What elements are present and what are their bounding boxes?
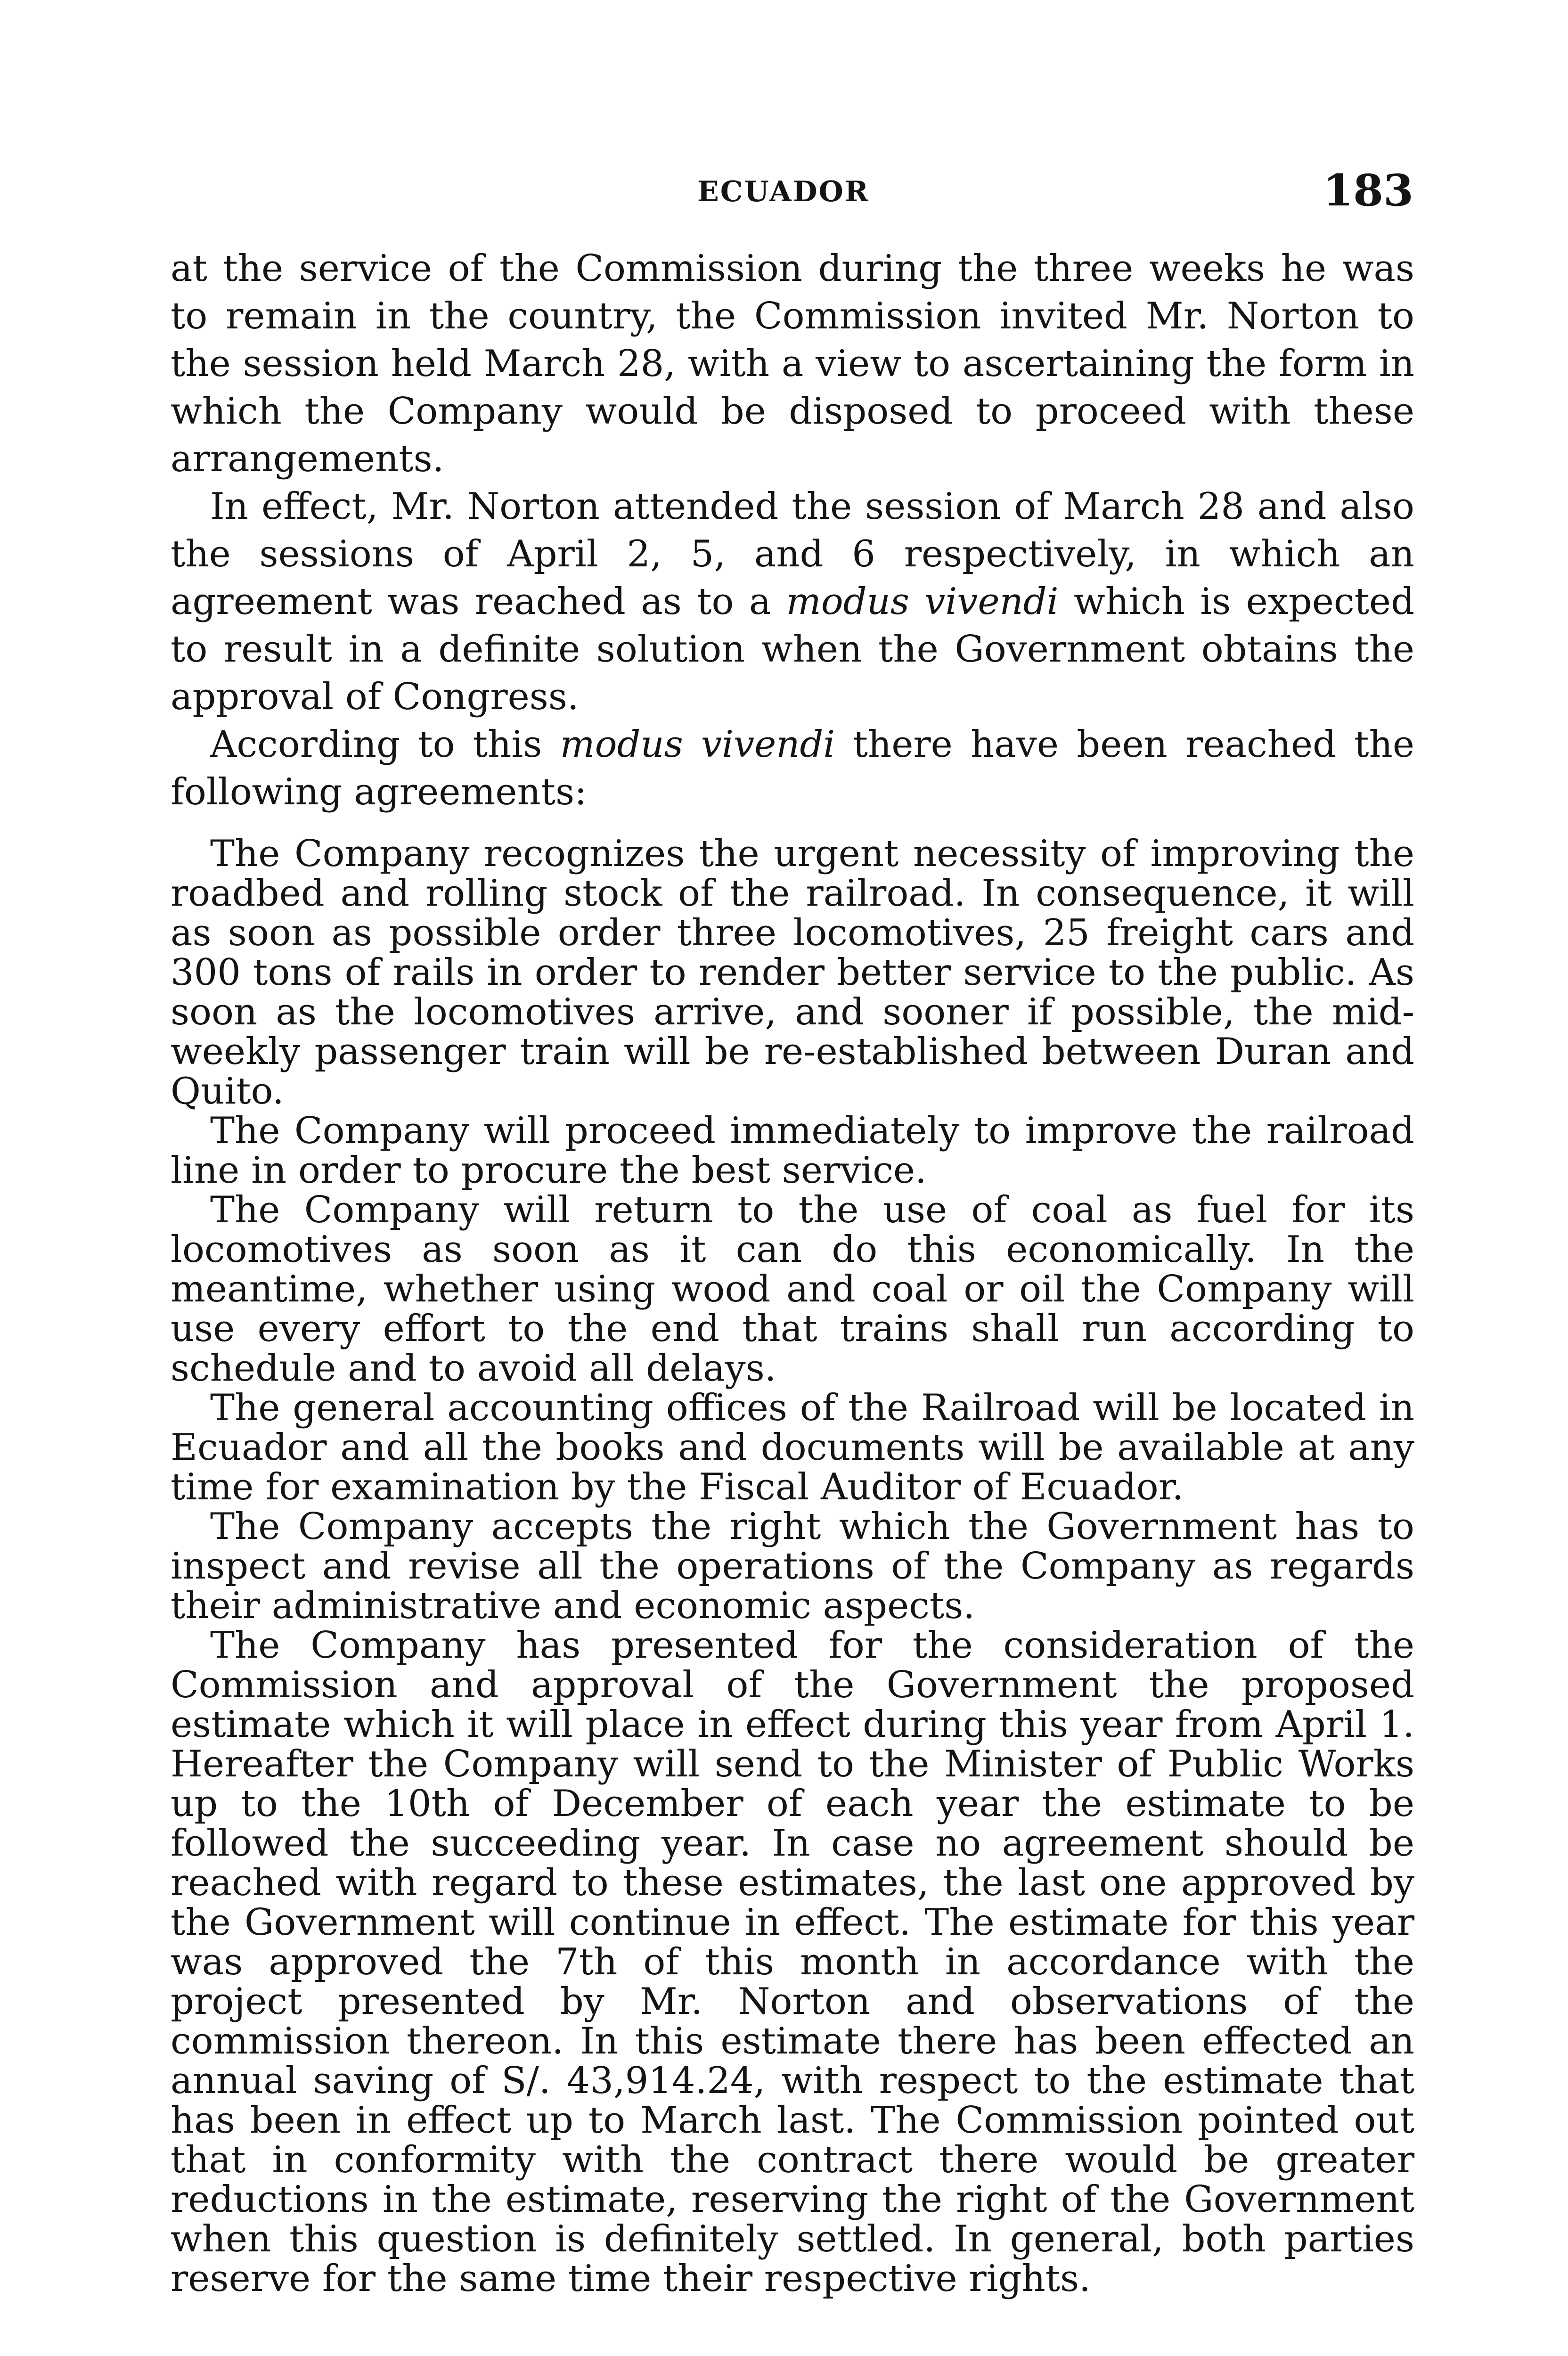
paragraph-2 [171, 483, 1414, 721]
paragraph-3-text-a: According to this [210, 723, 560, 766]
quoted-agreements [171, 834, 1414, 2299]
body-text [171, 245, 1414, 816]
paragraph-3-text-b: there have been reached the following agreements: [171, 723, 1414, 813]
agreement-5: The Company accepts the right which the Government has to inspect and revise all the operations of the Company as regards their administrative and economic aspects. [171, 1505, 1414, 1627]
paragraph-1: at the service of the Commission during the three weeks he was to remain in the country, the Commission invited Mr. Norton to the session held March 28, with a view to ascertaining the form in which the Company would be disposed to proceed with these arrangements. [171, 247, 1414, 480]
running-head: ECUADOR [697, 175, 870, 208]
agreement-3: The Company will return to the use of coal as fuel for its locomotives as soon as it can do this economically. In the meantime, whether using wood and coal or oil the Company will use every effort to the end that trains shall run according to schedule and to avoid all delays. [171, 1189, 1414, 1390]
paragraph-3 [171, 721, 1414, 816]
paragraph-2-text-b: which is expected to result in a definite solution when the Government obtains the approval of Congress. [171, 581, 1415, 718]
agreement-1: The Company recognizes the urgent necessity of improving the roadbed and rolling stock of the railroad. In consequence, it will as soon as possible order three locomotives, 25 freight cars and 300 tons of rails in order to render better service to the public. As soon as the locomotives arrive, and sooner if possible, the mid-weekly passenger train will be re-established between Duran and Quito. [171, 833, 1414, 1113]
paragraph-2-text-a: In effect, Mr. Norton attended the session of March 28 and also the sessions of April 2, 5, and 6 respectively, in which an agreement was reached as to a [171, 485, 1414, 623]
page-number: 183 [1323, 165, 1413, 216]
paragraph-3-italic: modus vivendi [560, 723, 835, 766]
agreement-2: The Company will proceed immediately to improve the railroad line in order to procure the best service. [171, 1110, 1414, 1192]
agreement-6: The Company has presented for the consideration of the Commission and approval of the Government the proposed estimate which it will place in effect during this year from April 1. Hereafter the Company will send to the Minister of Public Works up to the 10th of December of each year the estimate to be followed the succeeding year. In case no agreement should be reached with regard to these estimates, the last one approved by the Government will continue in effect. The estimate for this year was approved the 7th of this month in accordance with the project presented by Mr. Norton and observations of the commission thereon. In this estimate there has been effected an annual saving of S/. 43,914.24, with respect to the estimate that has been in effect up to March last. The Commission pointed out that in conformity with the contract there would be greater reductions in the estimate, reserving the right of the Government when this question is definitely settled. In general, both parties reserve for the same time their respective rights. [171, 1624, 1414, 2300]
agreement-4: The general accounting offices of the Railroad will be located in Ecuador and all the books and documents will be available at any time for examination by the Fiscal Auditor of Ecuador. [171, 1387, 1414, 1508]
paragraph-2-italic: modus vivendi [786, 581, 1059, 623]
